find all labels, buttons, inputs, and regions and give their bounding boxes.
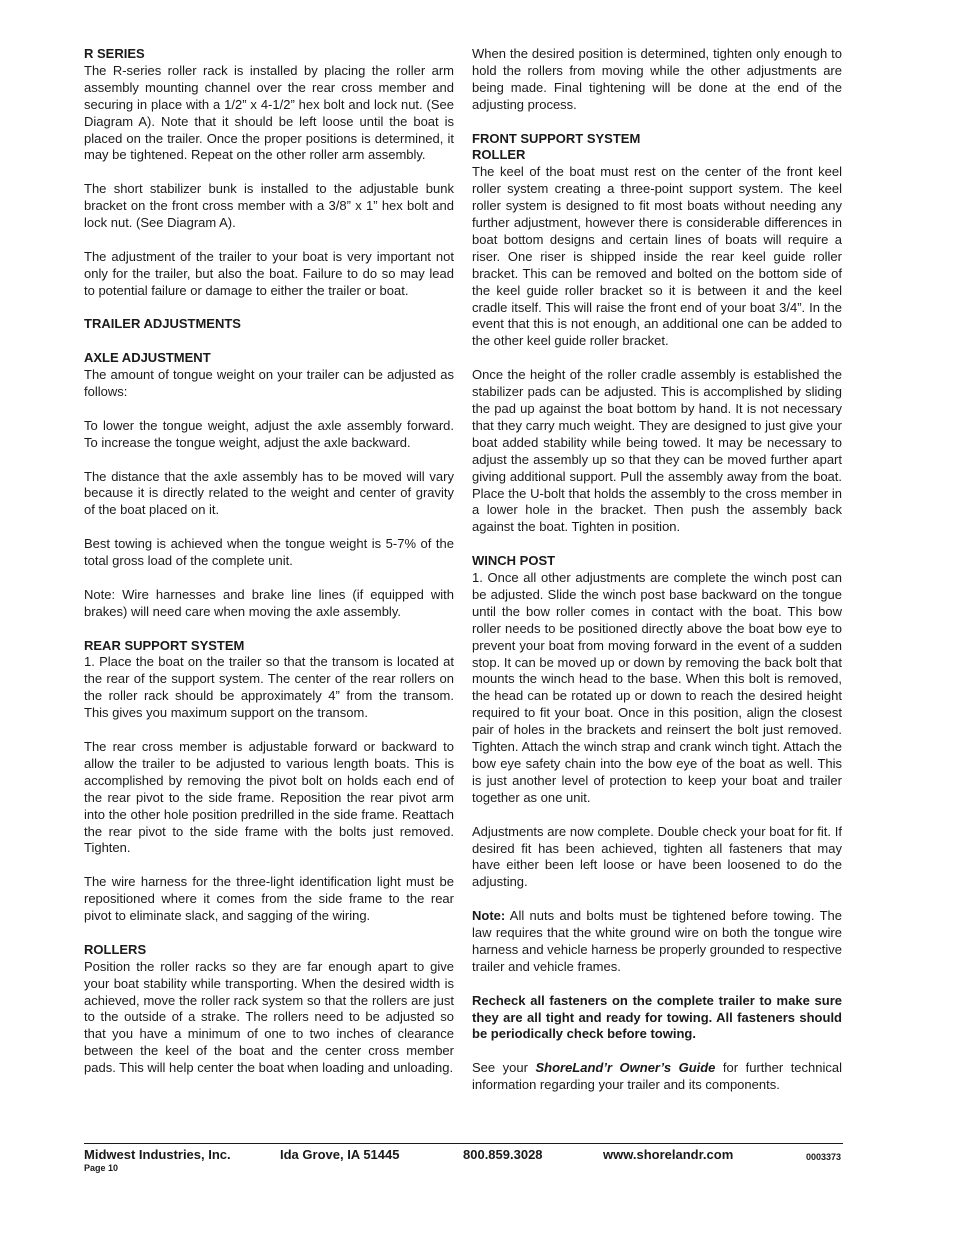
see-guide-paragraph bbox=[472, 1060, 842, 1094]
axle-paragraph-3: The distance that the axle assembly has to be moved will vary because it is directly related to the weight and center of gravity of the boat placed on it. bbox=[84, 468, 454, 518]
recheck-paragraph bbox=[472, 993, 842, 1044]
front-paragraph-2: Once the height of the roller cradle assembly is established the stabilizer pads can be adjusted. This is accomplished by sliding the pad up against the boat bottom by hand. It is not necessary that they carry much weight. They are designed to just give your boat added stability while being towed. It may be necessary to adjust the assembly up so that they can be moved further apart giving additional support. Pull the assembly away from the boat. Place the U-bolt that holds the assembly to the cross member in a lower hole in the bracket. Then push the assembly back against the boat. Tighten in position. bbox=[472, 367, 842, 535]
r-series-paragraph-3: The adjustment of the trailer to your boat is very important not only for the trailer, but also the boat. Failure to do so may lead to potential failure or damage to either the trailer or boat. bbox=[84, 248, 454, 298]
footer-website: www.shorelandr.com bbox=[603, 1147, 734, 1162]
r-series-paragraph-2: The short stabilizer bunk is installed to the adjustable bunk bracket on the front cross member with a 3/8” x 1” hex bolt and lock nut. (See Diagram A). bbox=[84, 181, 454, 231]
note-label: Note: bbox=[472, 908, 506, 924]
footer-city: Ida Grove, IA 51445 bbox=[280, 1147, 400, 1162]
front-paragraph-1: The keel of the boat must rest on the center of the front keel roller system creating a three-point support system. The keel roller system is designed to fit most boats without needing any further adjustment, however there is considerable differences in boat bottom designs and certain lines of boats will require a riser. One riser is shipped inside the rear keel guide roller bracket. This can be removed and bolted on the bottom side of the keel guide roller bracket so it is between it and the keel cradle itself. This will raise the front end of your boat 3/4”. In the event that this is not enough, an additional one can be added to the other keel guide roller bracket. bbox=[472, 164, 842, 349]
rear-support-heading: REAR SUPPORT SYSTEM bbox=[84, 637, 245, 653]
note-text: All nuts and bolts must be tightened before towing. The law requires that the white ground wire on both the tongue wire harness and vehicle harness be properly grounded to respective trailer and vehicle frames. bbox=[472, 908, 843, 974]
left-column bbox=[84, 46, 454, 1077]
page-number: Page 10 bbox=[84, 1163, 119, 1173]
rollers-heading: ROLLERS bbox=[84, 941, 147, 957]
see-suffix: for further technical information regarding your trailer and its components. bbox=[472, 1060, 843, 1093]
axle-adjustment-heading: AXLE ADJUSTMENT bbox=[84, 350, 211, 366]
front-support-heading: FRONT SUPPORT SYSTEM bbox=[472, 130, 641, 146]
axle-paragraph-2: To lower the tongue weight, adjust the axle assembly forward. To increase the tongue weight, adjust the axle backward. bbox=[84, 417, 454, 450]
axle-paragraph-1: The amount of tongue weight on your trailer can be adjusted as follows: bbox=[84, 367, 454, 400]
winch-paragraph-1: 1. Once all other adjustments are complete the winch post can be adjusted. Slide the winch post base backward on the tongue until the bow roller comes in contact with the boat. This bow roller needs to be positioned directly above the boat bow eye to prevent your boat from moving forward in the event of a sudden stop. It can be moved up or down by removing the back bolt that mounts the winch head to the base. When this bolt is removed, the head can be rotated up or down to reach the desired height required to fit your boat. Once in this position, align the closest pair of holes in the brackets and reinsert the bolt just removed. Tighten. Attach the winch strap and crank winch tight. Attach the bow eye safety chain into the bow eye of the boat as well. This is just another level of protection to keep your boat and trailer together as one unit. bbox=[472, 570, 842, 805]
trailer-adjustments-heading: TRAILER ADJUSTMENTS bbox=[84, 316, 241, 332]
r-series-paragraph-1: The R-series roller rack is installed by placing the roller arm assembly mounting channel over the rear cross member and securing in place with a 1/2” x 4-1/2” hex bolt and lock nut. (See Diagram A). Note that it should be left loose until the boat is placed on the trailer. Once the proper positions is determined, it may be tightened. Repeat on the other roller arm assembly. bbox=[84, 62, 454, 163]
rollers-paragraph-1: Position the roller racks so they are far enough apart to give your boat stability while transporting. When the desired width is achieved, move the roller rack system so that the rollers are just to the outside of a strake. The rollers need to be adjusted so that you have a minimum of one to two inches of clearance between the keel of the boat and the center cross member pads. This will help center the boat when loading and unloading. bbox=[84, 958, 454, 1076]
right-column bbox=[472, 46, 842, 1094]
r-series-heading: R SERIES bbox=[84, 46, 145, 61]
footer-document-code: 0003373 bbox=[806, 1152, 842, 1162]
rear-paragraph-2: The rear cross member is adjustable forward or backward to allow the trailer to be adjusted to various length boats. This is accomplished by removing the pivot bolt on holds each end of the rear pivot to the side frame. Reposition the rear pivot arm into the other hole position predrilled in the side frame. Reattach the rear pivot to the side frame with the bolts just removed. Tighten. bbox=[84, 739, 454, 856]
recheck-text: Recheck all fasteners on the complete trailer to make sure they are all tight and ready for towing. All fasteners should be periodically check before towing. bbox=[472, 992, 842, 1042]
rear-paragraph-3: The wire harness for the three-light identification light must be repositioned where it comes from the side frame to the rear pivot to eliminate slack, and sagging of the wiring. bbox=[84, 874, 454, 924]
winch-post-heading: WINCH POST bbox=[472, 553, 556, 569]
footer-phone: 800.859.3028 bbox=[463, 1147, 543, 1162]
footer-company: Midwest Industries, Inc. bbox=[84, 1147, 231, 1162]
owners-guide-title: ShoreLand’r Owner’s Guide bbox=[535, 1060, 716, 1076]
axle-note: Note: Wire harnesses and brake line lines (if equipped with brakes) will need care when moving the axle assembly. bbox=[84, 586, 454, 619]
see-prefix: See your bbox=[472, 1060, 536, 1076]
note-paragraph bbox=[472, 908, 842, 976]
rollers-paragraph-2: When the desired position is determined, tighten only enough to hold the rollers from moving while the other adjustments are being made. Final tightening will be done at the end of the adjusting process. bbox=[472, 46, 842, 112]
rear-paragraph-1: 1. Place the boat on the trailer so that the transom is located at the rear of the support system. The center of the rear rollers on the roller rack should be approximately 4” from the transom. This gives you maximum support on the transom. bbox=[84, 654, 454, 721]
axle-paragraph-4: Best towing is achieved when the tongue weight is 5-7% of the total gross load of the complete unit. bbox=[84, 536, 454, 569]
front-roller-subheading: ROLLER bbox=[472, 147, 526, 163]
footer-divider bbox=[84, 1143, 843, 1144]
winch-paragraph-2: Adjustments are now complete. Double check your boat for fit. If desired fit has been achieved, tighten all fasteners that may have either been left loose or have been loosened to do the adjusting. bbox=[472, 823, 842, 890]
